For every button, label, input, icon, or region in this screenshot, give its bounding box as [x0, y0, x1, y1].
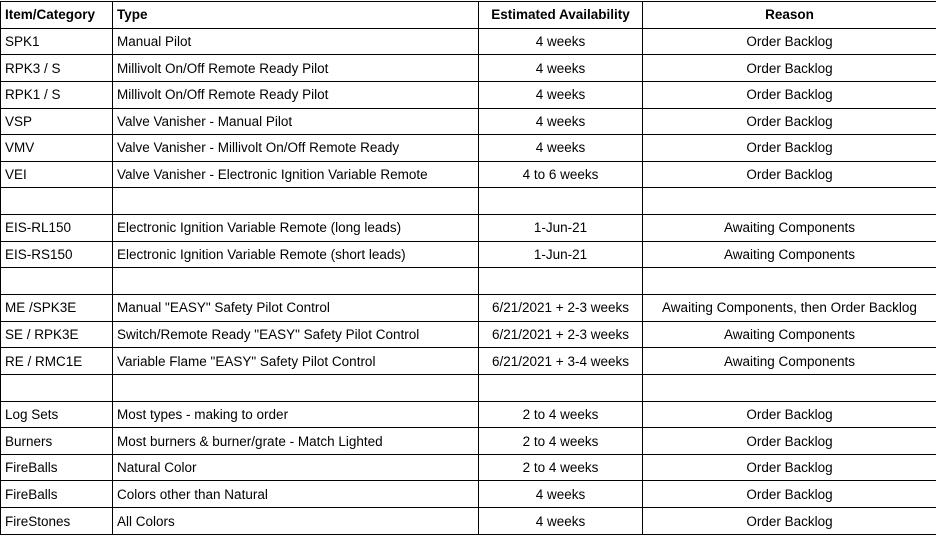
type-cell: Millivolt On/Off Remote Ready Pilot: [113, 55, 479, 82]
reason-cell: Awaiting Components: [643, 241, 936, 268]
availability-cell: 4 weeks: [479, 135, 643, 162]
reason-cell: Order Backlog: [643, 508, 936, 535]
availability-cell: 6/21/2021 + 2-3 weeks: [479, 295, 643, 322]
availability-cell: 2 to 4 weeks: [479, 454, 643, 481]
type-cell: Manual "EASY" Safety Pilot Control: [113, 295, 479, 322]
item-cell: FireBalls: [1, 481, 113, 508]
availability-cell: 4 weeks: [479, 508, 643, 535]
item-cell: Log Sets: [1, 401, 113, 428]
reason-cell: Order Backlog: [643, 428, 936, 455]
table-row: [1, 241, 936, 268]
empty-cell: [113, 188, 479, 215]
spacer-row: [1, 374, 936, 401]
item-cell: EIS-RL150: [1, 215, 113, 242]
availability-cell: 6/21/2021 + 2-3 weeks: [479, 321, 643, 348]
table-row: [1, 428, 936, 455]
availability-cell: 4 weeks: [479, 55, 643, 82]
table-row: [1, 401, 936, 428]
header-type: Type: [113, 2, 479, 29]
spacer-row: [1, 268, 936, 295]
item-cell: RPK1 / S: [1, 81, 113, 108]
type-cell: All Colors: [113, 508, 479, 535]
reason-cell: Order Backlog: [643, 161, 936, 188]
empty-cell: [479, 268, 643, 295]
empty-cell: [643, 374, 936, 401]
header-row: [1, 2, 936, 29]
empty-cell: [1, 268, 113, 295]
table-row: [1, 348, 936, 375]
reason-cell: Order Backlog: [643, 135, 936, 162]
reason-cell: Order Backlog: [643, 481, 936, 508]
type-cell: Electronic Ignition Variable Remote (short leads): [113, 241, 479, 268]
item-cell: RE / RMC1E: [1, 348, 113, 375]
item-cell: SPK1: [1, 28, 113, 55]
item-cell: SE / RPK3E: [1, 321, 113, 348]
reason-cell: Order Backlog: [643, 81, 936, 108]
availability-cell: 2 to 4 weeks: [479, 428, 643, 455]
type-cell: Manual Pilot: [113, 28, 479, 55]
availability-cell: 4 to 6 weeks: [479, 161, 643, 188]
empty-cell: [113, 268, 479, 295]
item-cell: EIS-RS150: [1, 241, 113, 268]
table-row: [1, 55, 936, 82]
empty-cell: [113, 374, 479, 401]
reason-cell: Awaiting Components, then Order Backlog: [643, 295, 936, 322]
table-row: [1, 215, 936, 242]
empty-cell: [479, 188, 643, 215]
empty-cell: [643, 268, 936, 295]
type-cell: Valve Vanisher - Manual Pilot: [113, 108, 479, 135]
availability-cell: 6/21/2021 + 3-4 weeks: [479, 348, 643, 375]
type-cell: Millivolt On/Off Remote Ready Pilot: [113, 81, 479, 108]
type-cell: Variable Flame "EASY" Safety Pilot Control: [113, 348, 479, 375]
availability-cell: 4 weeks: [479, 481, 643, 508]
type-cell: Natural Color: [113, 454, 479, 481]
availability-cell: 4 weeks: [479, 108, 643, 135]
availability-cell: 4 weeks: [479, 81, 643, 108]
reason-cell: Awaiting Components: [643, 215, 936, 242]
item-cell: VMV: [1, 135, 113, 162]
table-row: [1, 81, 936, 108]
reason-cell: Order Backlog: [643, 401, 936, 428]
item-cell: VEI: [1, 161, 113, 188]
header-item-category: Item/Category: [1, 2, 113, 29]
type-cell: Electronic Ignition Variable Remote (long leads): [113, 215, 479, 242]
empty-cell: [643, 188, 936, 215]
table-row: [1, 135, 936, 162]
availability-cell: 1-Jun-21: [479, 215, 643, 242]
reason-cell: Awaiting Components: [643, 348, 936, 375]
reason-cell: Order Backlog: [643, 55, 936, 82]
table-row: [1, 508, 936, 535]
reason-cell: Order Backlog: [643, 28, 936, 55]
reason-cell: Awaiting Components: [643, 321, 936, 348]
header-reason: Reason: [643, 2, 936, 29]
reason-cell: Order Backlog: [643, 108, 936, 135]
table-row: [1, 295, 936, 322]
type-cell: Switch/Remote Ready "EASY" Safety Pilot Control: [113, 321, 479, 348]
availability-cell: 2 to 4 weeks: [479, 401, 643, 428]
type-cell: Valve Vanisher - Electronic Ignition Variable Remote: [113, 161, 479, 188]
availability-cell: 4 weeks: [479, 28, 643, 55]
empty-cell: [1, 188, 113, 215]
availability-table: [0, 1, 936, 535]
type-cell: Colors other than Natural: [113, 481, 479, 508]
table-row: [1, 454, 936, 481]
table-row: [1, 28, 936, 55]
table-row: [1, 321, 936, 348]
type-cell: Most types - making to order: [113, 401, 479, 428]
item-cell: ME /SPK3E: [1, 295, 113, 322]
item-cell: VSP: [1, 108, 113, 135]
type-cell: Most burners & burner/grate - Match Lighted: [113, 428, 479, 455]
header-estimated-availability: Estimated Availability: [479, 2, 643, 29]
table-row: [1, 481, 936, 508]
empty-cell: [1, 374, 113, 401]
item-cell: FireBalls: [1, 454, 113, 481]
type-cell: Valve Vanisher - Millivolt On/Off Remote Ready: [113, 135, 479, 162]
reason-cell: Order Backlog: [643, 454, 936, 481]
availability-cell: 1-Jun-21: [479, 241, 643, 268]
table-row: [1, 108, 936, 135]
item-cell: FireStones: [1, 508, 113, 535]
item-cell: RPK3 / S: [1, 55, 113, 82]
table-row: [1, 161, 936, 188]
item-cell: Burners: [1, 428, 113, 455]
spacer-row: [1, 188, 936, 215]
empty-cell: [479, 374, 643, 401]
